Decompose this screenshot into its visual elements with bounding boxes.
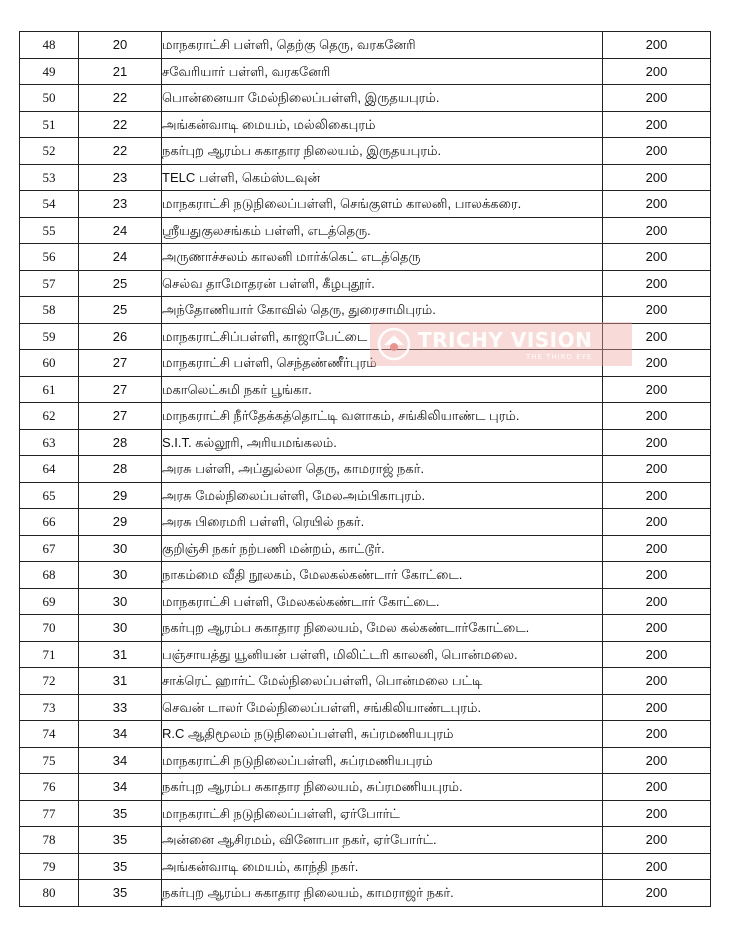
count-cell: 200 [603, 668, 711, 695]
ward-number-cell: 31 [79, 668, 162, 695]
camp-location-table [19, 31, 711, 907]
table-row [20, 535, 711, 562]
table-row [20, 85, 711, 112]
table-body [20, 32, 711, 907]
serial-number-cell: 54 [20, 191, 79, 218]
location-cell: மகாலெட்சுமி நகர் பூங்கா. [162, 376, 603, 403]
count-cell: 200 [603, 164, 711, 191]
location-cell: அங்கன்வாடி மையம், மல்லிகைபுரம் [162, 111, 603, 138]
serial-number-cell: 73 [20, 694, 79, 721]
serial-number-cell: 78 [20, 827, 79, 854]
count-cell: 200 [603, 32, 711, 59]
table-row [20, 747, 711, 774]
table-row [20, 694, 711, 721]
location-cell: அந்தோணியார் கோவில் தெரு, துரைசாமிபுரம். [162, 297, 603, 324]
location-cell: மாநகராட்சி நடுநிலைப்பள்ளி, செங்குளம் காலனி, பாலக்கரை. [162, 191, 603, 218]
count-cell: 200 [603, 562, 711, 589]
table-row [20, 376, 711, 403]
count-cell: 200 [603, 535, 711, 562]
serial-number-cell: 74 [20, 721, 79, 748]
table-row [20, 111, 711, 138]
serial-number-cell: 52 [20, 138, 79, 165]
serial-number-cell: 79 [20, 853, 79, 880]
table-row [20, 217, 711, 244]
table-row [20, 244, 711, 271]
ward-number-cell: 35 [79, 853, 162, 880]
serial-number-cell: 51 [20, 111, 79, 138]
location-cell: மாநகராட்சி பள்ளி, தெற்கு தெரு, வரகனேரி [162, 32, 603, 59]
serial-number-cell: 50 [20, 85, 79, 112]
ward-number-cell: 25 [79, 270, 162, 297]
serial-number-cell: 53 [20, 164, 79, 191]
ward-number-cell: 20 [79, 32, 162, 59]
serial-number-cell: 67 [20, 535, 79, 562]
table-row [20, 350, 711, 377]
ward-number-cell: 28 [79, 429, 162, 456]
count-cell: 200 [603, 800, 711, 827]
table-row [20, 482, 711, 509]
table-row [20, 774, 711, 801]
table-row [20, 588, 711, 615]
count-cell: 200 [603, 85, 711, 112]
table-row [20, 641, 711, 668]
count-cell: 200 [603, 721, 711, 748]
ward-number-cell: 27 [79, 350, 162, 377]
serial-number-cell: 70 [20, 615, 79, 642]
serial-number-cell: 59 [20, 323, 79, 350]
serial-number-cell: 58 [20, 297, 79, 324]
table-row [20, 32, 711, 59]
table-row [20, 800, 711, 827]
location-cell: பஞ்சாயத்து யூனியன் பள்ளி, மிலிட்டரி காலனி, பொன்மலை. [162, 641, 603, 668]
watermark-title: TRICHY VISION [418, 327, 593, 352]
table-row [20, 668, 711, 695]
ward-number-cell: 29 [79, 482, 162, 509]
location-cell: அரசு பள்ளி, அப்துல்லா தெரு, காமராஜ் நகர். [162, 456, 603, 483]
ward-number-cell: 30 [79, 535, 162, 562]
location-cell: செவன் டாலர் மேல்நிலைப்பள்ளி, சங்கிலியாண்டபுரம். [162, 694, 603, 721]
table-row [20, 270, 711, 297]
count-cell: 200 [603, 217, 711, 244]
location-cell: சவேரியார் பள்ளி, வரகனேரி [162, 58, 603, 85]
location-cell: அங்கன்வாடி மையம், காந்தி நகர். [162, 853, 603, 880]
table-row [20, 58, 711, 85]
ward-number-cell: 34 [79, 721, 162, 748]
location-cell: நகர்புற ஆரம்ப சுகாதார நிலையம், சுப்ரமணியபுரம். [162, 774, 603, 801]
count-cell: 200 [603, 827, 711, 854]
table-row [20, 721, 711, 748]
location-cell: TELC பள்ளி, கெம்ஸ்டவுன் [162, 164, 603, 191]
ward-number-cell: 22 [79, 111, 162, 138]
ward-number-cell: 24 [79, 217, 162, 244]
document-sheet [19, 31, 711, 907]
count-cell: 200 [603, 297, 711, 324]
count-cell: 200 [603, 403, 711, 430]
location-cell: நகர்புற ஆரம்ப சுகாதார நிலையம், காமராஜர் நகர். [162, 880, 603, 907]
location-cell: அரசு மேல்நிலைப்பள்ளி, மேலஅம்பிகாபுரம். [162, 482, 603, 509]
ward-number-cell: 30 [79, 562, 162, 589]
location-cell: மாநகராட்சி நீர்தேக்கத்தொட்டி வளாகம், சங்கிலியாண்ட புரம். [162, 403, 603, 430]
count-cell: 200 [603, 323, 711, 350]
table-row [20, 138, 711, 165]
ward-number-cell: 33 [79, 694, 162, 721]
ward-number-cell: 27 [79, 376, 162, 403]
count-cell: 200 [603, 191, 711, 218]
serial-number-cell: 71 [20, 641, 79, 668]
location-cell: R.C ஆதிமூலம் நடுநிலைப்பள்ளி, சுப்ரமணியபுரம் [162, 721, 603, 748]
serial-number-cell: 60 [20, 350, 79, 377]
location-cell: பொன்னையா மேல்நிலைப்பள்ளி, இருதயபுரம். [162, 85, 603, 112]
location-cell: சாக்ரெட் ஹார்ட் மேல்நிலைப்பள்ளி, பொன்மலை பட்டி [162, 668, 603, 695]
ward-number-cell: 22 [79, 138, 162, 165]
ward-number-cell: 35 [79, 800, 162, 827]
table-row [20, 456, 711, 483]
watermark-tagline: THE THIRD EYE [525, 352, 593, 361]
table-row [20, 853, 711, 880]
ward-number-cell: 25 [79, 297, 162, 324]
ward-number-cell: 34 [79, 747, 162, 774]
table-row [20, 429, 711, 456]
location-cell: செல்வ தாமோதரன் பள்ளி, கீழபுதூர். [162, 270, 603, 297]
location-cell: நகர்புற ஆரம்ப சுகாதார நிலையம், இருதயபுரம். [162, 138, 603, 165]
serial-number-cell: 64 [20, 456, 79, 483]
table-row [20, 191, 711, 218]
ward-number-cell: 23 [79, 164, 162, 191]
serial-number-cell: 75 [20, 747, 79, 774]
serial-number-cell: 66 [20, 509, 79, 536]
ward-number-cell: 23 [79, 191, 162, 218]
table-row [20, 562, 711, 589]
count-cell: 200 [603, 774, 711, 801]
ward-number-cell: 29 [79, 509, 162, 536]
count-cell: 200 [603, 615, 711, 642]
location-cell: நகர்புற ஆரம்ப சுகாதார நிலையம், மேல கல்கண்டார்கோட்டை. [162, 615, 603, 642]
count-cell: 200 [603, 244, 711, 271]
ward-number-cell: 31 [79, 641, 162, 668]
count-cell: 200 [603, 880, 711, 907]
serial-number-cell: 65 [20, 482, 79, 509]
count-cell: 200 [603, 350, 711, 377]
location-cell: மாநகராட்சி பள்ளி, செந்தண்ணீர்புரம் [162, 350, 603, 377]
location-cell: மாநகராட்சி நடுநிலைப்பள்ளி, சுப்ரமணியபுரம் [162, 747, 603, 774]
location-cell: ஸ்ரீயதுகுலசங்கம் பள்ளி, எடத்தெரு. [162, 217, 603, 244]
table-row [20, 403, 711, 430]
table-row [20, 827, 711, 854]
count-cell: 200 [603, 138, 711, 165]
table-row [20, 880, 711, 907]
serial-number-cell: 77 [20, 800, 79, 827]
count-cell: 200 [603, 482, 711, 509]
serial-number-cell: 48 [20, 32, 79, 59]
count-cell: 200 [603, 58, 711, 85]
serial-number-cell: 62 [20, 403, 79, 430]
table-row [20, 615, 711, 642]
serial-number-cell: 57 [20, 270, 79, 297]
table-row [20, 509, 711, 536]
count-cell: 200 [603, 588, 711, 615]
serial-number-cell: 49 [20, 58, 79, 85]
table-row [20, 164, 711, 191]
count-cell: 200 [603, 509, 711, 536]
count-cell: 200 [603, 853, 711, 880]
location-cell: குறிஞ்சி நகர் நற்பணி மன்றம், காட்டூர். [162, 535, 603, 562]
ward-number-cell: 30 [79, 588, 162, 615]
location-cell: மாநகராட்சி நடுநிலைப்பள்ளி, ஏர்போர்ட் [162, 800, 603, 827]
ward-number-cell: 30 [79, 615, 162, 642]
ward-number-cell: 21 [79, 58, 162, 85]
location-cell: அருணாச்சலம் காலனி மார்க்கெட் எடத்தெரு [162, 244, 603, 271]
location-cell: நாகம்மை வீதி நூலகம், மேலகல்கண்டார் கோட்டை. [162, 562, 603, 589]
count-cell: 200 [603, 694, 711, 721]
count-cell: 200 [603, 429, 711, 456]
count-cell: 200 [603, 270, 711, 297]
serial-number-cell: 80 [20, 880, 79, 907]
serial-number-cell: 76 [20, 774, 79, 801]
serial-number-cell: 72 [20, 668, 79, 695]
serial-number-cell: 68 [20, 562, 79, 589]
serial-number-cell: 56 [20, 244, 79, 271]
count-cell: 200 [603, 376, 711, 403]
location-cell: S.I.T. கல்லூரி, அரியமங்கலம். [162, 429, 603, 456]
ward-number-cell: 28 [79, 456, 162, 483]
ward-number-cell: 24 [79, 244, 162, 271]
ward-number-cell: 27 [79, 403, 162, 430]
ward-number-cell: 22 [79, 85, 162, 112]
location-cell: மாநகராட்சி பள்ளி, மேலகல்கண்டார் கோட்டை. [162, 588, 603, 615]
serial-number-cell: 63 [20, 429, 79, 456]
location-cell: மாநகராட்சிப்பள்ளி, காஜாபேட்டை [162, 323, 603, 350]
count-cell: 200 [603, 111, 711, 138]
location-cell: அரசு பிரைமரி பள்ளி, ரெயில் நகர். [162, 509, 603, 536]
ward-number-cell: 34 [79, 774, 162, 801]
table-row [20, 323, 711, 350]
ward-number-cell: 35 [79, 827, 162, 854]
serial-number-cell: 61 [20, 376, 79, 403]
count-cell: 200 [603, 747, 711, 774]
ward-number-cell: 35 [79, 880, 162, 907]
count-cell: 200 [603, 456, 711, 483]
serial-number-cell: 69 [20, 588, 79, 615]
table-row [20, 297, 711, 324]
serial-number-cell: 55 [20, 217, 79, 244]
count-cell: 200 [603, 641, 711, 668]
location-cell: அன்னை ஆசிரமம், வினோபா நகர், ஏர்போர்ட். [162, 827, 603, 854]
ward-number-cell: 26 [79, 323, 162, 350]
